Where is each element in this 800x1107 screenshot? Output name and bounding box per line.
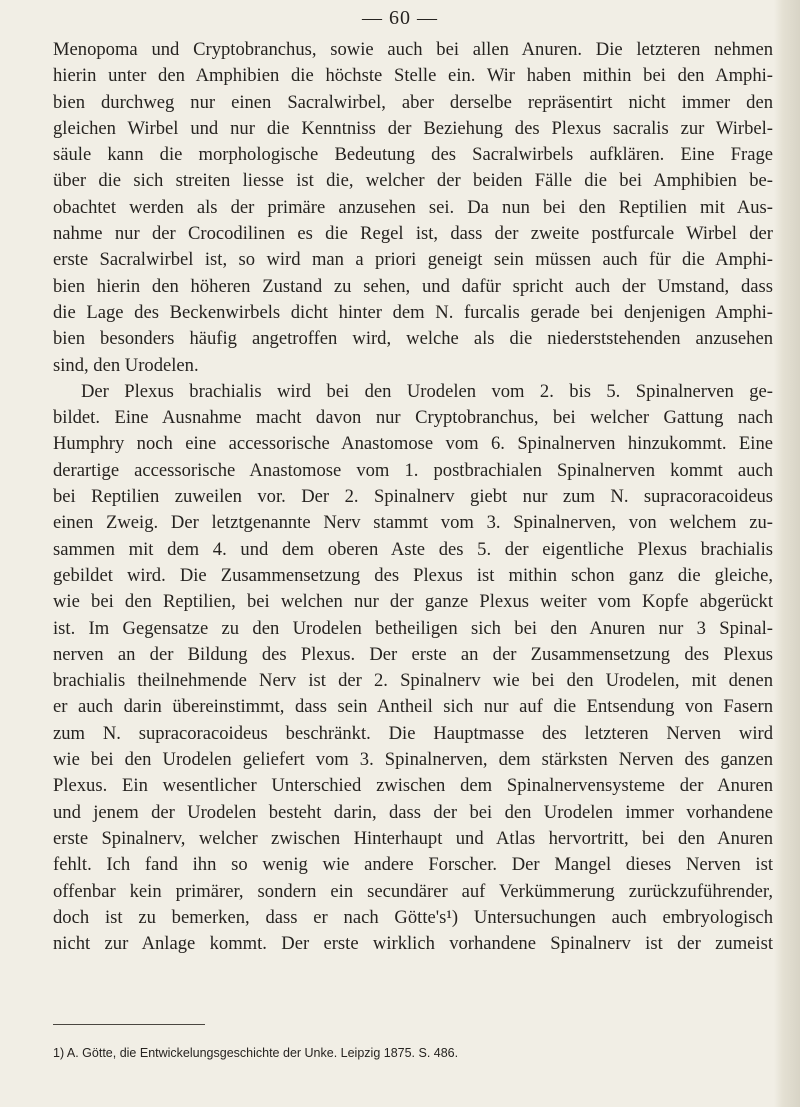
text-line: und jenem der Urodelen besteht darin, dass der bei den Urodelen immer vorhandene [53,801,773,823]
body-text [53,37,773,957]
text-line: über die sich streiten liesse ist die, welcher der beiden Fälle die bei Amphibien be- [53,170,773,192]
text-line: erste Spinalnerv, welcher zwischen Hinterhaupt und Atlas hervortritt, bei den Anuren [53,827,773,849]
text-line: wie bei den Urodelen geliefert vom 3. Spinalnerven, dem stärksten Nerven des ganzen [53,749,773,771]
text-line: nerven an der Bildung des Plexus. Der erste an der Zusammensetzung des Plexus [53,643,773,665]
text-line: zum N. supracoracoideus beschränkt. Die Hauptmasse des letzteren Nerven wird [53,722,773,744]
paragraph-end-line: sind, den Urodelen. [53,354,199,376]
text-line: er auch darin übereinstimmt, dass sein Antheil sich nur auf die Entsendung von Fasern [53,696,773,718]
text-line: offenbar kein primärer, sondern ein secundärer auf Verkümmerung zurückzuführender, [53,880,773,902]
page-edge-shadow [774,0,800,1107]
text-line: gebildet wird. Die Zusammensetzung des Plexus ist mithin schon ganz die gleiche, [53,564,773,586]
text-line: einen Zweig. Der letztgenannte Nerv stammt vom 3. Spinalnerven, von welchem zu- [53,512,773,534]
text-line: bien besonders häufig angetroffen wird, welche als die niederststehenden anzusehen [53,328,773,350]
text-line: nicht zur Anlage kommt. Der erste wirklich vorhandene Spinalnerv ist der zumeist [53,933,773,955]
text-line: derartige accessorische Anastomose vom 1. postbrachialen Spinalnerven kommt auch [53,459,773,481]
text-line: bei Reptilien zuweilen vor. Der 2. Spinalnerv giebt nur zum N. supracoracoideus [53,486,773,508]
text-line: fehlt. Ich fand ihn so wenig wie andere Forscher. Der Mangel dieses Nerven ist [53,854,773,876]
text-line: Menopoma und Cryptobranchus, sowie auch bei allen Anuren. Die letzteren nehmen [53,39,773,60]
text-line: obachtet werden als der primäre anzusehen sei. Da nun bei den Reptilien mit Aus- [53,196,773,218]
paragraph-start-line: Der Plexus brachialis wird bei den Urodelen vom 2. bis 5. Spinalnerven ge- [81,380,773,402]
text-line-footnote-ref: doch ist zu bemerken, dass er nach Götte's¹) Untersuchungen auch embryologisch [53,906,773,928]
text-line: gleichen Wirbel und nur die Kenntniss der Beziehung des Plexus sacralis zur Wirbel- [53,117,773,139]
text-line: sammen mit dem 4. und dem oberen Aste des 5. der eigentliche Plexus brachialis [53,538,773,560]
text-line: erste Sacralwirbel ist, so wird man a priori geneigt sein müssen auch für die Amphi- [53,249,773,271]
footnote-divider [53,1024,205,1025]
footnote: 1) A. Götte, die Entwickelungsgeschichte der Unke. Leipzig 1875. S. 486. [53,1046,459,1060]
page-number: — 60 — [362,7,438,29]
text-line: säule kann die morphologische Bedeutung des Sacralwirbels aufklären. Eine Frage [53,144,773,166]
text-line-humphry: Humphry noch eine accessorische Anastomose vom 6. Spinalnerven hinzukommt. Eine [53,433,773,455]
text-line: bildet. Eine Ausnahme macht davon nur Cryptobranchus, bei welcher Gattung nach [53,407,773,429]
text-line: ist. Im Gegensatze zu den Urodelen betheiligen sich bei den Anuren nur 3 Spinal- [53,617,773,639]
text-line: nahme nur der Crocodilinen es die Regel ist, dass der zweite postfurcale Wirbel der [53,223,773,245]
text-line: hierin unter den Amphibien die höchste Stelle ein. Wir haben mithin bei den Amphi- [53,65,773,87]
text-line: wie bei den Reptilien, bei welchen nur der ganze Plexus weiter vom Kopfe abgerückt [53,591,773,613]
text-line: brachialis theilnehmende Nerv ist der 2. Spinalnerv wie bei den Urodelen, mit denen [53,670,773,692]
text-line: Plexus. Ein wesentlicher Unterschied zwischen dem Spinalnervensysteme der Anuren [53,775,773,797]
text-line: die Lage des Beckenwirbels dicht hinter dem N. furcalis gerade bei denjenigen Amphi- [53,301,773,323]
text-line: bien durchweg nur einen Sacralwirbel, aber derselbe repräsentirt nicht immer den [53,91,773,113]
text-line: bien hierin den höheren Zustand zu sehen, und dafür spricht auch der Umstand, dass [53,275,773,297]
